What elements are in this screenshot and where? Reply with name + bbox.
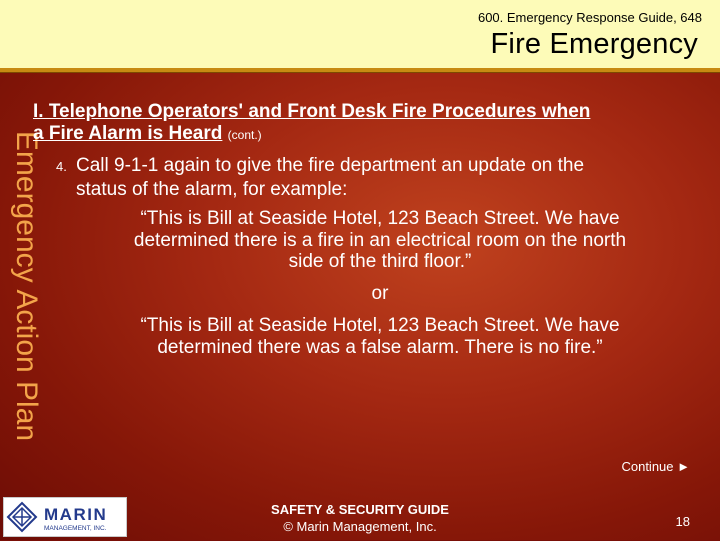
marin-logo-graphic (4, 498, 126, 536)
heading-cont-note: (cont.) (227, 128, 262, 142)
section-heading (33, 101, 693, 146)
heading-line-2: a Fire Alarm is Heard (33, 123, 223, 144)
logo-subtext: MANAGEMENT, INC. (44, 525, 107, 532)
list-item-line-1: Call 9-1-1 again to give the fire department an update on the (76, 155, 585, 176)
list-item-line-2: status of the alarm, for example: (76, 179, 348, 200)
header-divider-shadow (0, 72, 720, 73)
quote-line: side of the third floor.” (288, 251, 472, 272)
continue-link[interactable]: Continue ► (621, 459, 690, 474)
logo-wordmark: MARIN (44, 505, 108, 524)
heading-line-1: I. Telephone Operators' and Front Desk Fire Procedures when (33, 101, 591, 122)
header-subtitle: 600. Emergency Response Guide, 648 (477, 10, 702, 25)
example-quote-false-alarm (60, 315, 700, 358)
or-separator: or (371, 283, 389, 304)
page-number: 18 (675, 514, 690, 529)
marin-logo (3, 497, 127, 537)
example-quote-fire (60, 208, 700, 273)
quote-line: “This is Bill at Seaside Hotel, 123 Beach Street. We have (140, 208, 620, 229)
footer-credit (230, 502, 490, 536)
quote-line: determined there was a false alarm. There is no fire.” (157, 336, 603, 358)
header-bar (0, 0, 720, 68)
quote-line: determined there is a fire in an electrical room on the north (133, 229, 627, 251)
footer-guide-title: SAFETY & SECURITY GUIDE (271, 502, 449, 517)
page-title: Fire Emergency (490, 28, 698, 60)
footer-copyright: © Marin Management, Inc. (283, 519, 437, 534)
vertical-section-label: Emergency Action Plan (10, 130, 43, 442)
quote-line: “This is Bill at Seaside Hotel, 123 Beach Street. We have (140, 315, 620, 336)
list-item (56, 154, 696, 201)
list-item-number: 4. (56, 159, 67, 174)
logo-emblem-icon (8, 503, 36, 531)
